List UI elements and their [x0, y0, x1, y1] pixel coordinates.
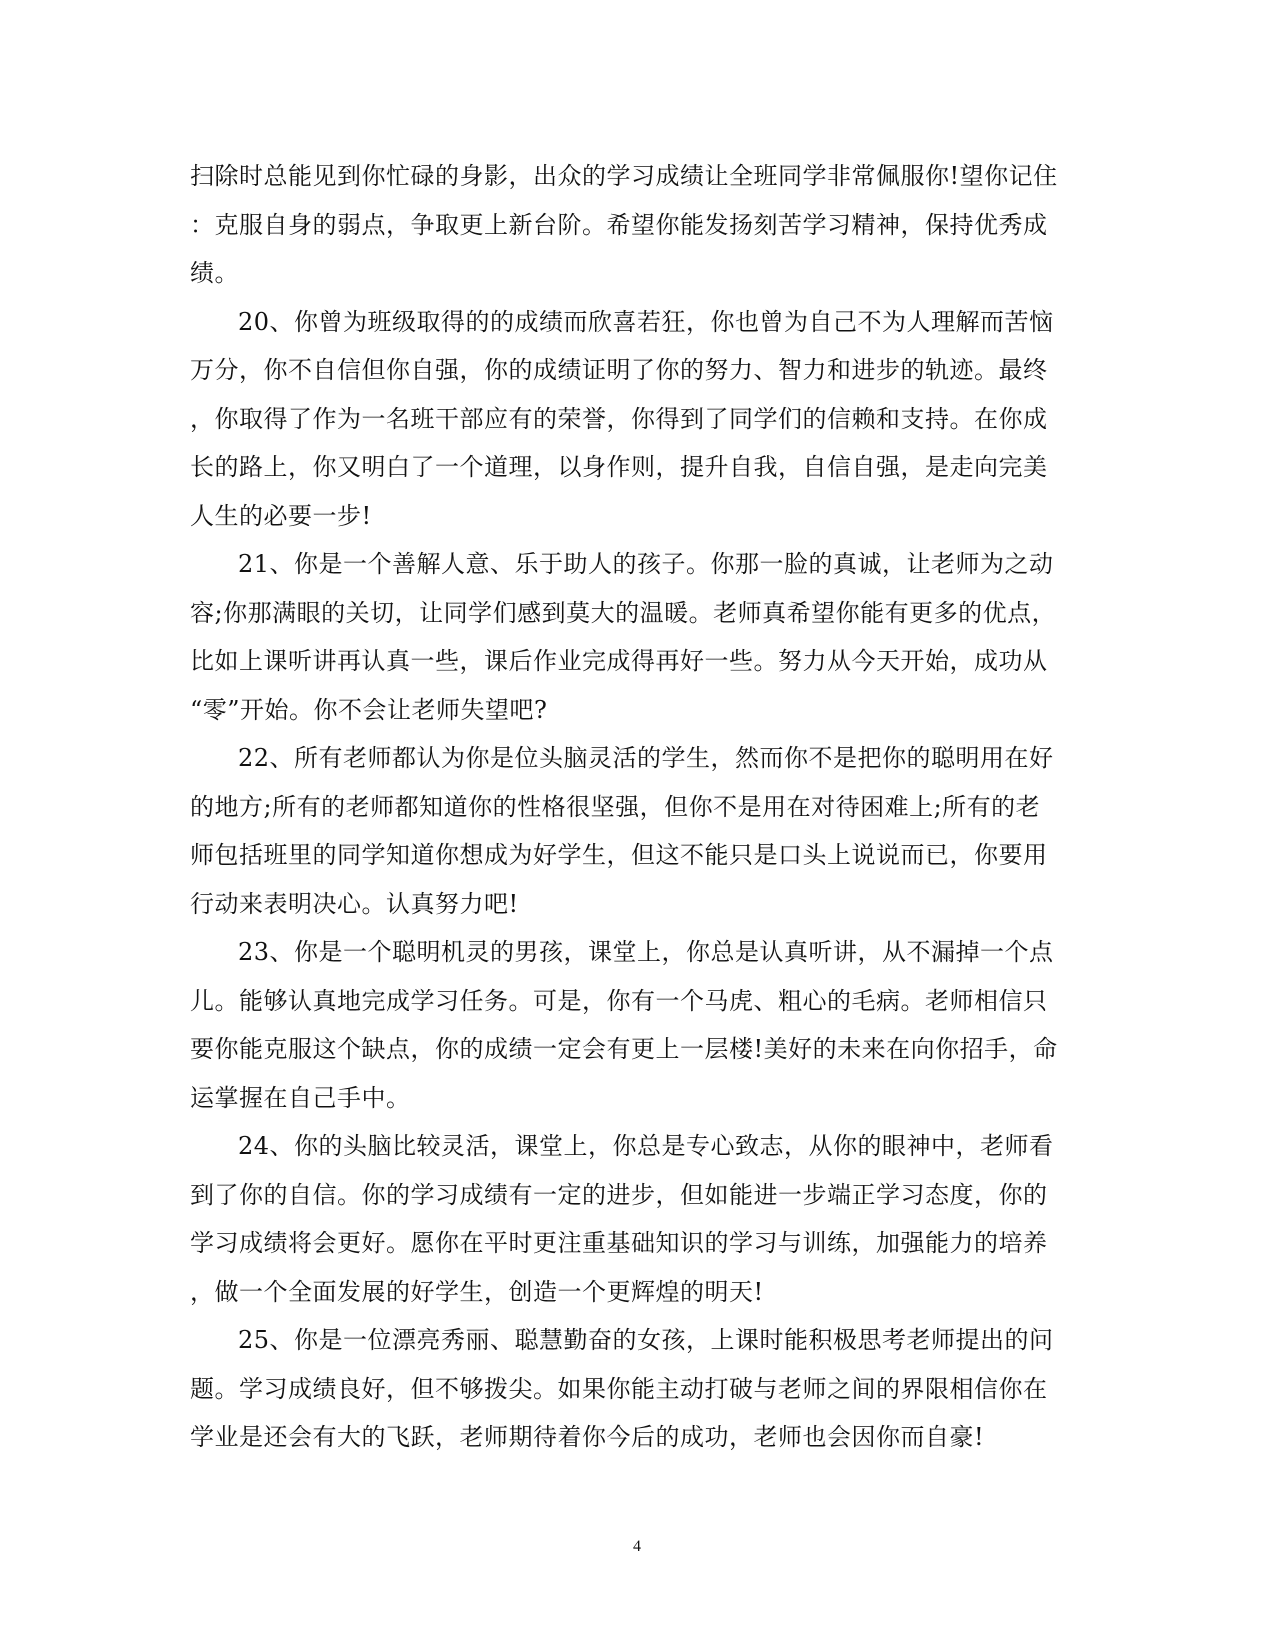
text-line: 22、所有老师都认为你是位头脑灵活的学生，然而你不是把你的聪明用在好 — [238, 744, 1054, 772]
text-line: 23、你是一个聪明机灵的男孩，课堂上，你总是认真听讲，从不漏掉一个点 — [238, 938, 1054, 966]
body-text — [190, 152, 1085, 1462]
text-line: 儿。能够认真地完成学习任务。可是，你有一个马虎、粗心的毛病。老师相信只 — [190, 986, 1048, 1015]
text-line: 扫除时总能见到你忙碌的身影，出众的学习成绩让全班同学非常佩服你!望你记住 — [190, 162, 1058, 190]
text-line: 比如上课听讲再认真一些，课后作业完成得再好一些。努力从今天开始，成功从 — [190, 647, 1048, 675]
text-line: 万分，你不自信但你自强，你的成绩证明了你的努力、智力和进步的轨迹。最终 — [190, 356, 1048, 384]
text-line: 学业是还会有大的飞跃，老师期待着你今后的成功，老师也会因你而自豪! — [190, 1423, 985, 1451]
paragraph-p20 — [190, 298, 1085, 541]
text-line: ，做一个全面发展的好学生，创造一个更辉煌的明天! — [190, 1277, 764, 1306]
text-line: 长的路上，你又明白了一个道理，以身作则，提升自我，自信自强，是走向完美 — [190, 453, 1048, 481]
text-line: 人生的必要一步! — [190, 501, 372, 530]
text-line: ，你取得了作为一名班干部应有的荣誉，你得到了同学们的信赖和支持。在你成 — [190, 404, 1048, 433]
paragraph-p21 — [190, 540, 1085, 734]
paragraph-p25 — [190, 1316, 1085, 1462]
text-line: 运掌握在自己手中。 — [190, 1083, 411, 1112]
text-line: 学习成绩将会更好。愿你在平时更注重基础知识的学习与训练，加强能力的培养 — [190, 1229, 1048, 1257]
text-line: 要你能克服这个缺点，你的成绩一定会有更上一层楼!美好的未来在向你招手，命 — [190, 1035, 1058, 1063]
text-line: “零”开始。你不会让老师失望吧? — [190, 695, 548, 724]
paragraph-p19-cont — [190, 152, 1085, 298]
text-line: 21、你是一个善解人意、乐于助人的孩子。你那一脸的真诚，让老师为之动 — [238, 550, 1054, 578]
text-line: 题。学习成绩良好，但不够拨尖。如果你能主动打破与老师之间的界限相信你在 — [190, 1374, 1048, 1403]
text-line: ：克服自身的弱点，争取更上新台阶。希望你能发扬刻苦学习精神，保持优秀成 — [190, 210, 1048, 239]
paragraph-p24 — [190, 1122, 1085, 1316]
text-line: 25、你是一位漂亮秀丽、聪慧勤奋的女孩，上课时能积极思考老师提出的问 — [238, 1326, 1054, 1354]
text-line: 绩。 — [190, 259, 239, 287]
paragraph-p23 — [190, 928, 1085, 1122]
text-line: 到了你的自信。你的学习成绩有一定的进步，但如能进一步端正学习态度，你的 — [190, 1180, 1048, 1209]
text-line: 行动来表明决心。认真努力吧! — [190, 889, 519, 918]
text-line: 的地方;所有的老师都知道你的性格很坚强，但你不是用在对待困难上;所有的老 — [190, 792, 1041, 821]
page-number: 4 — [633, 1538, 641, 1555]
text-line: 师包括班里的同学知道你想成为好学生，但这不能只是口头上说说而已，你要用 — [190, 841, 1048, 869]
text-line: 20、你曾为班级取得的的成绩而欣喜若狂，你也曾为自己不为人理解而苦恼 — [238, 307, 1054, 336]
paragraph-p22 — [190, 734, 1085, 928]
text-line: 容;你那满眼的关切，让同学们感到莫大的温暖。老师真希望你能有更多的优点， — [190, 598, 1057, 627]
text-line: 24、你的头脑比较灵活，课堂上，你总是专心致志，从你的眼神中，老师看 — [238, 1132, 1054, 1160]
